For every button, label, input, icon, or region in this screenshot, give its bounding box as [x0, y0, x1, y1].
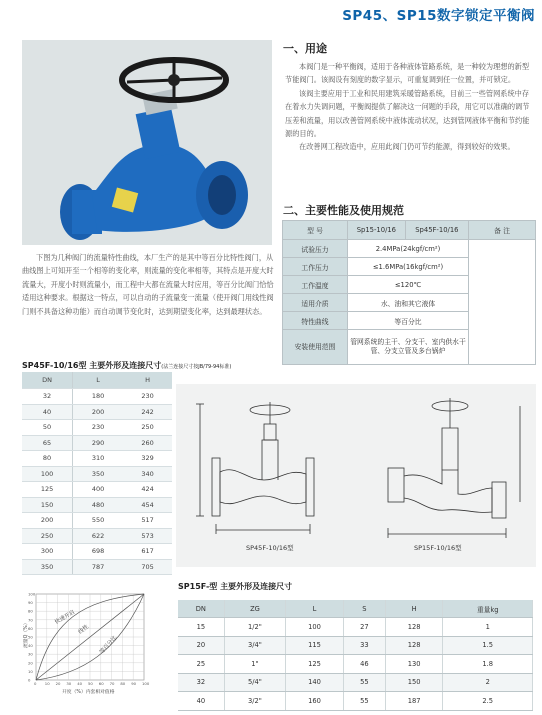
- table2-cell: H: [385, 600, 443, 618]
- table2-row: [178, 673, 533, 692]
- table1-cell: 180: [73, 389, 124, 405]
- graph-y-tick: 0: [28, 677, 31, 683]
- table1-row: [22, 451, 172, 467]
- table2-cell: 130: [385, 655, 443, 674]
- flow-characteristic-chart: [22, 590, 150, 695]
- table1-cell: 150: [22, 497, 73, 513]
- table2-cell: L: [286, 600, 344, 618]
- table1-cell: 573: [123, 528, 172, 544]
- table1-cell: 424: [123, 482, 172, 498]
- table2-cell: 33: [343, 636, 385, 655]
- table1-row: [22, 497, 172, 513]
- table2-cell: 140: [286, 673, 344, 692]
- table2-cell: 32: [178, 673, 224, 692]
- spec-label: 工作压力: [283, 258, 348, 276]
- curve-label: 等百分比: [99, 634, 119, 656]
- table2-cell: 1.8: [443, 655, 533, 674]
- table1-row: [22, 420, 172, 436]
- table2-cell: DN: [178, 600, 224, 618]
- table2-cell: 5/4": [224, 673, 286, 692]
- graph-x-tick: 80: [120, 681, 126, 686]
- graph-x-tick: 10: [44, 681, 50, 686]
- table1-cell: 230: [73, 420, 124, 436]
- spec-label: 适用介质: [283, 294, 348, 312]
- spec-row: [283, 240, 536, 258]
- table2-cell: 2.5: [443, 692, 533, 711]
- table2-cell: 125: [286, 655, 344, 674]
- table1-cell: 40: [22, 404, 73, 420]
- table1-row: [22, 513, 172, 529]
- graph-x-tick: 70: [109, 681, 115, 686]
- graph-y-tick: 60: [28, 625, 33, 631]
- table1-cell: 200: [73, 404, 124, 420]
- table1-cell: 242: [123, 404, 172, 420]
- section1-paragraph: 本阀门是一种平衡阀，适用于各种液体管路系统，是一种较为理想的新型节能阀门。该阀设有刻度的数字显示，可重复调到任一位置，并可锁定。: [285, 62, 530, 85]
- table1-cell: 454: [123, 497, 172, 513]
- table2-cell: 115: [286, 636, 344, 655]
- table1-cell: 517: [123, 513, 172, 529]
- section2-heading: 二、主要性能及使用规范: [283, 204, 404, 217]
- graph-xlabel: 开度（%）内套相对值格: [62, 690, 115, 695]
- table1-header: [22, 372, 172, 389]
- valve-photo: [22, 40, 272, 245]
- spec-value: ≤120℃: [348, 276, 469, 294]
- table2-cell: 3/4": [224, 636, 286, 655]
- spec-value: 2.4MPa(24kgf/cm²): [348, 240, 469, 258]
- table2-cell: 40: [178, 692, 224, 711]
- table2-cell: 20: [178, 636, 224, 655]
- table1-row: [22, 544, 172, 560]
- graph-y-tick: 10: [28, 668, 33, 674]
- table2-row: [178, 636, 533, 655]
- graph-x-tick: 90: [131, 681, 137, 686]
- table1-cell: DN: [22, 372, 73, 389]
- table2-cell: 15: [178, 618, 224, 637]
- table1-cell: 698: [73, 544, 124, 560]
- table2-title: SP15F-型 主要外形及连接尺寸: [178, 582, 293, 591]
- spec-table: [282, 220, 536, 365]
- spec-label: 安装使用范围: [283, 330, 348, 365]
- table2-cell: 1": [224, 655, 286, 674]
- table2-header: [178, 600, 533, 618]
- table1-cell: 622: [73, 528, 124, 544]
- table1-title-main: SP45F-10/16型 主要外形及连接尺寸: [22, 361, 162, 370]
- spec-table-header: [283, 221, 536, 240]
- table2-cell: 25: [178, 655, 224, 674]
- table2-cell: 46: [343, 655, 385, 674]
- graph-x-tick: 60: [98, 681, 104, 686]
- table2-cell: 55: [343, 692, 385, 711]
- graph-x-tick: 30: [66, 681, 72, 686]
- spec-remark: [469, 240, 536, 365]
- section1-paragraph: 在改善网工程改造中，应用此阀门仍可节约能源，得到较好的效果。: [299, 142, 515, 152]
- table1-row: [22, 482, 172, 498]
- table1-cell: 340: [123, 466, 172, 482]
- table1-cell: 125: [22, 482, 73, 498]
- table1-row: [22, 559, 172, 575]
- table1-cell: 80: [22, 451, 73, 467]
- curve-explanation-text: 下图为几种阀门的流量特性曲线，本厂生产的是其中等百分比特性阀门，从曲线图上可知开至一个相等的变化率，则流量的变化率相等，其特点是开度大时流量大，开度小时则流量小，而工程中大都在流量大时应用，等百分比阀门恰恰适用这种要求。根据这一特点，可以自动的子流量变一流量（使开阀门用线性阀门则不具备这种功能）而自动调节变化时，达到期望变化率，达到最理状态。: [22, 253, 274, 316]
- graph-ylabel: 流量Q（%）: [24, 620, 29, 648]
- table2-cell: 150: [385, 673, 443, 692]
- drawing-caption-right: SP15F-10/16型: [414, 544, 462, 552]
- spec-header-cell: Sp15-10/16: [348, 221, 406, 240]
- table2-cell: 187: [385, 692, 443, 711]
- table1-row: [22, 389, 172, 405]
- table1-cell: 787: [73, 559, 124, 575]
- graph-y-tick: 50: [28, 634, 33, 640]
- section1-body: [285, 60, 535, 154]
- table2-row: [178, 692, 533, 711]
- table2-cell: 160: [286, 692, 344, 711]
- graph-x-tick: 20: [55, 681, 61, 686]
- table1-cell: 260: [123, 435, 172, 451]
- table1-cell: 230: [123, 389, 172, 405]
- graph-x-tick: 40: [77, 681, 83, 686]
- table2-row: [178, 618, 533, 637]
- curve-explanation: [22, 251, 274, 318]
- table2-cell: 1/2": [224, 618, 286, 637]
- table1-row: [22, 435, 172, 451]
- table1-cell: 50: [22, 420, 73, 436]
- table1-cell: L: [73, 372, 124, 389]
- table1-cell: 65: [22, 435, 73, 451]
- table1-row: [22, 528, 172, 544]
- spec-value: ≤1.6MPa(16kgf/cm²): [348, 258, 469, 276]
- table1-cell: 550: [73, 513, 124, 529]
- table1-title: [22, 360, 231, 371]
- table2-cell: 128: [385, 618, 443, 637]
- table2-cell: 1.5: [443, 636, 533, 655]
- graph-x-tick: 100: [142, 681, 150, 686]
- graph-y-tick: 20: [28, 660, 33, 666]
- table1-row: [22, 466, 172, 482]
- graph-y-tick: 100: [28, 591, 36, 597]
- table1-cell: 290: [73, 435, 124, 451]
- spec-label: 试验压力: [283, 240, 348, 258]
- spec-value: 水、油和其它液体: [348, 294, 469, 312]
- spec-value: 等百分比: [348, 312, 469, 330]
- section1-heading: 一、用途: [283, 42, 327, 55]
- table1-cell: 250: [123, 420, 172, 436]
- table1: [22, 372, 172, 575]
- table2-cell: S: [343, 600, 385, 618]
- table2-cell: 55: [343, 673, 385, 692]
- table1-cell: 32: [22, 389, 73, 405]
- table1-row: [22, 404, 172, 420]
- table1-title-note: (法兰连接尺寸按JB/79-94标准): [161, 364, 232, 370]
- spec-label: 特性曲线: [283, 312, 348, 330]
- table2-cell: 3/2": [224, 692, 286, 711]
- graph-y-tick: 70: [28, 617, 33, 623]
- table1-cell: 300: [22, 544, 73, 560]
- table2-cell: 27: [343, 618, 385, 637]
- table2-cell: 2: [443, 673, 533, 692]
- graph-y-tick: 80: [28, 608, 33, 614]
- table1-cell: 250: [22, 528, 73, 544]
- table2-cell: 128: [385, 636, 443, 655]
- page-title: SP45、SP15数字锁定平衡阀: [342, 8, 535, 24]
- table2-cell: 1: [443, 618, 533, 637]
- section1-paragraph: 该阀主要应用于工业和民用建筑采暖管路系统，目前三一些管网系统中存在着水力失调问题，平衡阀提供了解决这一问题的手段，用它可以准确的调节压差和流量，用以改善管网系统中液体流动状况，达到管网液体平衡和节约能源的目的。: [285, 88, 530, 139]
- table1-cell: 705: [123, 559, 172, 575]
- table1-cell: 350: [73, 466, 124, 482]
- graph-y-tick: 40: [28, 643, 33, 649]
- spec-label: 工作温度: [283, 276, 348, 294]
- drawing-caption-left: SP45F-10/16型: [246, 544, 294, 552]
- table1-cell: 480: [73, 497, 124, 513]
- spec-header-cell: Sp45F-10/16: [405, 221, 468, 240]
- curve-label: 线性: [77, 624, 90, 636]
- spec-value: 管网系统的主干、分支干、室内供水干管、分支立管及多台锅炉: [348, 330, 469, 365]
- table1-cell: 310: [73, 451, 124, 467]
- table1-cell: 617: [123, 544, 172, 560]
- dimension-drawing: [176, 384, 536, 567]
- table1-cell: 329: [123, 451, 172, 467]
- table1-cell: 400: [73, 482, 124, 498]
- table1-cell: 200: [22, 513, 73, 529]
- graph-x-tick: 0: [34, 681, 37, 686]
- curve-label: 快速开启: [54, 609, 77, 626]
- table2-cell: ZG: [224, 600, 286, 618]
- table2-cell: 重量kg: [443, 600, 533, 618]
- table1-cell: 350: [22, 559, 73, 575]
- graph-x-tick: 50: [88, 681, 93, 686]
- table1-cell: 100: [22, 466, 73, 482]
- spec-header-cell: 备 注: [469, 221, 536, 240]
- graph-y-tick: 30: [28, 651, 33, 657]
- table2: [178, 600, 533, 711]
- table2-cell: 100: [286, 618, 344, 637]
- table2-row: [178, 655, 533, 674]
- spec-header-cell: 型 号: [283, 221, 348, 240]
- graph-y-tick: 90: [28, 600, 33, 606]
- table1-cell: H: [123, 372, 172, 389]
